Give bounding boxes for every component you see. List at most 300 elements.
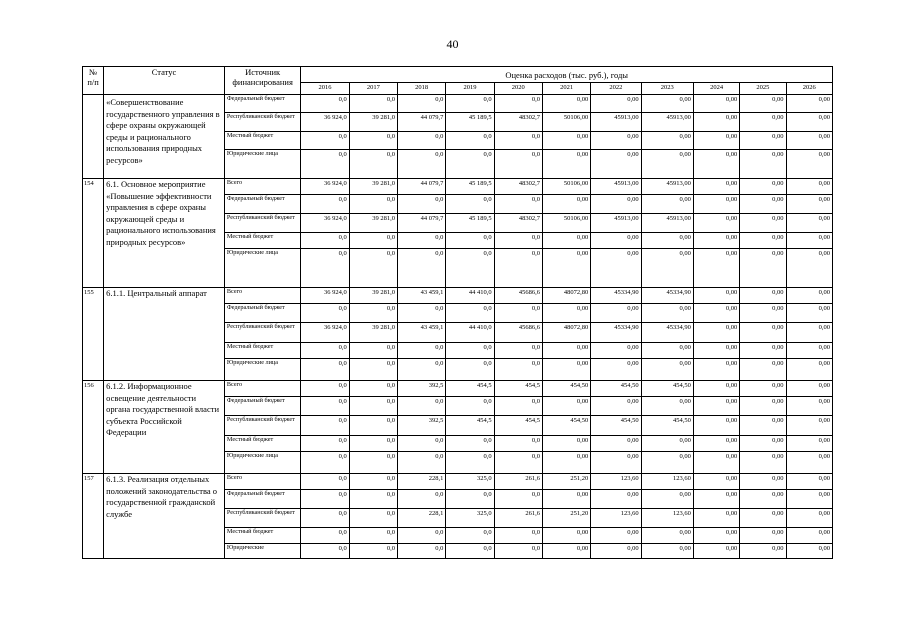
value-cell: 0,0 xyxy=(494,359,542,381)
value-cell: 0,00 xyxy=(591,249,641,288)
value-cell: 0,0 xyxy=(494,195,542,214)
value-cell: 0,00 xyxy=(693,249,739,288)
value-cell: 0,0 xyxy=(494,132,542,150)
value-cell: 0,0 xyxy=(349,381,397,397)
value-cell: 0,0 xyxy=(349,249,397,288)
value-cell: 0,0 xyxy=(301,249,349,288)
value-cell: 0,0 xyxy=(301,436,349,452)
value-cell: 0,00 xyxy=(786,509,832,528)
value-cell: 454,50 xyxy=(641,416,693,436)
value-cell: 0,00 xyxy=(693,113,739,132)
value-cell: 261,6 xyxy=(494,474,542,490)
value-cell: 0,00 xyxy=(740,113,786,132)
value-cell: 0,0 xyxy=(301,416,349,436)
value-cell: 0,0 xyxy=(398,95,446,113)
value-cell: 0,00 xyxy=(641,95,693,113)
value-cell: 0,00 xyxy=(740,195,786,214)
value-cell: 0,0 xyxy=(349,359,397,381)
value-cell: 0,0 xyxy=(301,150,349,179)
value-cell: 0,0 xyxy=(494,528,542,544)
value-cell: 45913,00 xyxy=(591,113,641,132)
value-cell: 261,6 xyxy=(494,509,542,528)
value-cell: 45913,00 xyxy=(591,179,641,195)
value-cell: 0,00 xyxy=(542,150,590,179)
value-cell: 0,00 xyxy=(542,452,590,474)
value-cell: 0,00 xyxy=(740,150,786,179)
value-cell: 0,00 xyxy=(693,132,739,150)
value-cell: 0,00 xyxy=(693,509,739,528)
value-cell: 48072,80 xyxy=(542,288,590,304)
value-cell: 0,0 xyxy=(349,150,397,179)
value-cell: 123,60 xyxy=(591,474,641,490)
funding-source: Республиканский бюджет xyxy=(224,416,300,436)
value-cell: 0,0 xyxy=(349,490,397,509)
table-row xyxy=(83,474,833,490)
value-cell: 0,00 xyxy=(542,249,590,288)
page-number: 40 xyxy=(446,37,459,51)
value-cell: 0,00 xyxy=(591,233,641,249)
value-cell: 454,5 xyxy=(494,416,542,436)
value-cell: 454,5 xyxy=(446,381,494,397)
value-cell: 0,0 xyxy=(301,528,349,544)
value-cell: 0,00 xyxy=(641,304,693,323)
value-cell: 0,00 xyxy=(591,95,641,113)
value-cell: 0,00 xyxy=(693,233,739,249)
value-cell: 0,0 xyxy=(494,397,542,416)
value-cell: 454,50 xyxy=(542,416,590,436)
value-cell: 45 189,5 xyxy=(446,214,494,233)
funding-source: Юридические лица xyxy=(224,452,300,474)
value-cell: 0,00 xyxy=(591,359,641,381)
value-cell: 0,00 xyxy=(641,544,693,559)
value-cell: 0,0 xyxy=(494,304,542,323)
header-year: 2026 xyxy=(786,83,832,95)
row-number: 156 xyxy=(83,381,104,474)
value-cell: 0,0 xyxy=(446,544,494,559)
value-cell: 0,0 xyxy=(398,452,446,474)
header-year: 2019 xyxy=(446,83,494,95)
value-cell: 325,0 xyxy=(446,509,494,528)
value-cell: 45334,90 xyxy=(591,288,641,304)
value-cell: 0,0 xyxy=(446,95,494,113)
value-cell: 0,00 xyxy=(740,416,786,436)
value-cell: 0,00 xyxy=(740,452,786,474)
value-cell: 0,0 xyxy=(349,132,397,150)
value-cell: 0,00 xyxy=(641,490,693,509)
header-year: 2022 xyxy=(591,83,641,95)
value-cell: 0,00 xyxy=(740,436,786,452)
value-cell: 45334,90 xyxy=(591,323,641,343)
value-cell: 392,5 xyxy=(398,416,446,436)
value-cell: 0,0 xyxy=(446,249,494,288)
value-cell: 0,00 xyxy=(740,288,786,304)
value-cell: 0,0 xyxy=(398,195,446,214)
value-cell: 0,00 xyxy=(786,179,832,195)
value-cell: 0,0 xyxy=(494,233,542,249)
value-cell: 0,0 xyxy=(494,150,542,179)
value-cell: 0,0 xyxy=(494,452,542,474)
value-cell: 0,00 xyxy=(786,195,832,214)
value-cell: 0,00 xyxy=(641,233,693,249)
value-cell: 50106,00 xyxy=(542,179,590,195)
value-cell: 0,00 xyxy=(786,113,832,132)
value-cell: 0,00 xyxy=(786,132,832,150)
funding-source: Республиканский бюджет xyxy=(224,214,300,233)
value-cell: 0,00 xyxy=(786,452,832,474)
value-cell: 0,0 xyxy=(301,195,349,214)
value-cell: 0,0 xyxy=(301,304,349,323)
value-cell: 0,00 xyxy=(641,150,693,179)
value-cell: 45686,6 xyxy=(494,323,542,343)
budget-table xyxy=(82,66,833,559)
value-cell: 45 189,5 xyxy=(446,179,494,195)
value-cell: 0,0 xyxy=(349,544,397,559)
value-cell: 454,5 xyxy=(446,416,494,436)
value-cell: 0,00 xyxy=(641,249,693,288)
value-cell: 0,00 xyxy=(693,95,739,113)
value-cell: 0,00 xyxy=(693,381,739,397)
value-cell: 0,00 xyxy=(591,436,641,452)
funding-source: Республиканский бюджет xyxy=(224,509,300,528)
value-cell: 36 924,0 xyxy=(301,214,349,233)
value-cell: 44 079,7 xyxy=(398,113,446,132)
value-cell: 0,0 xyxy=(301,452,349,474)
value-cell: 0,0 xyxy=(398,150,446,179)
value-cell: 228,1 xyxy=(398,509,446,528)
value-cell: 0,00 xyxy=(591,195,641,214)
value-cell: 0,0 xyxy=(398,304,446,323)
value-cell: 0,0 xyxy=(494,436,542,452)
value-cell: 0,0 xyxy=(446,436,494,452)
value-cell: 0,00 xyxy=(693,490,739,509)
value-cell: 0,00 xyxy=(693,528,739,544)
status-cell: «Совершенствование государственного управления в сфере охраны окружающей среды и рационального использования природных ресурсов» xyxy=(104,95,225,179)
header-year: 2021 xyxy=(542,83,590,95)
value-cell: 0,00 xyxy=(786,397,832,416)
value-cell: 39 281,0 xyxy=(349,288,397,304)
value-cell: 454,50 xyxy=(591,416,641,436)
value-cell: 0,0 xyxy=(446,304,494,323)
value-cell: 0,00 xyxy=(740,214,786,233)
value-cell: 0,00 xyxy=(786,150,832,179)
value-cell: 454,50 xyxy=(542,381,590,397)
value-cell: 0,00 xyxy=(786,474,832,490)
funding-source: Всего xyxy=(224,474,300,490)
value-cell: 0,00 xyxy=(786,323,832,343)
value-cell: 0,00 xyxy=(786,490,832,509)
funding-source: Всего xyxy=(224,381,300,397)
value-cell: 251,20 xyxy=(542,474,590,490)
value-cell: 0,0 xyxy=(301,397,349,416)
value-cell: 0,0 xyxy=(446,528,494,544)
header-source: Источник финансирования xyxy=(224,67,300,95)
value-cell: 0,0 xyxy=(494,95,542,113)
funding-source: Федеральный бюджет xyxy=(224,195,300,214)
value-cell: 0,00 xyxy=(641,436,693,452)
value-cell: 0,0 xyxy=(349,233,397,249)
value-cell: 0,00 xyxy=(740,249,786,288)
value-cell: 0,0 xyxy=(398,359,446,381)
value-cell: 0,0 xyxy=(301,95,349,113)
funding-source: Юридические лица xyxy=(224,249,300,288)
value-cell: 0,00 xyxy=(740,490,786,509)
value-cell: 43 459,1 xyxy=(398,288,446,304)
value-cell: 45913,00 xyxy=(591,214,641,233)
value-cell: 0,00 xyxy=(786,528,832,544)
value-cell: 325,0 xyxy=(446,474,494,490)
value-cell: 0,0 xyxy=(349,416,397,436)
value-cell: 39 281,0 xyxy=(349,179,397,195)
value-cell: 0,0 xyxy=(494,249,542,288)
value-cell: 0,00 xyxy=(740,397,786,416)
value-cell: 0,0 xyxy=(398,490,446,509)
value-cell: 0,00 xyxy=(786,249,832,288)
value-cell: 0,00 xyxy=(641,397,693,416)
status-cell: 6.1.2. Информационное освещение деятельности органа государственной власти субъекта Российской Федерации xyxy=(104,381,225,474)
value-cell: 48302,7 xyxy=(494,113,542,132)
value-cell: 0,00 xyxy=(786,214,832,233)
row-number: 157 xyxy=(83,474,104,559)
header-year: 2020 xyxy=(494,83,542,95)
funding-source: Юридические лица xyxy=(224,150,300,179)
value-cell: 0,0 xyxy=(446,233,494,249)
value-cell: 45913,00 xyxy=(641,179,693,195)
value-cell: 0,00 xyxy=(740,528,786,544)
header-year: 2016 xyxy=(301,83,349,95)
value-cell: 0,00 xyxy=(786,436,832,452)
value-cell: 0,00 xyxy=(740,381,786,397)
value-cell: 0,00 xyxy=(542,397,590,416)
value-cell: 0,0 xyxy=(301,233,349,249)
value-cell: 0,00 xyxy=(641,452,693,474)
value-cell: 0,00 xyxy=(542,343,590,359)
value-cell: 0,0 xyxy=(349,95,397,113)
value-cell: 0,00 xyxy=(641,359,693,381)
funding-source: Местный бюджет xyxy=(224,436,300,452)
row-number: 154 xyxy=(83,179,104,288)
table-row xyxy=(83,381,833,397)
funding-source: Федеральный бюджет xyxy=(224,397,300,416)
value-cell: 0,00 xyxy=(786,288,832,304)
header-year: 2023 xyxy=(641,83,693,95)
value-cell: 0,0 xyxy=(398,132,446,150)
value-cell: 0,0 xyxy=(398,233,446,249)
value-cell: 43 459,1 xyxy=(398,323,446,343)
funding-source: Всего xyxy=(224,179,300,195)
value-cell: 123,60 xyxy=(641,509,693,528)
value-cell: 0,0 xyxy=(446,150,494,179)
value-cell: 0,00 xyxy=(693,416,739,436)
value-cell: 44 410,0 xyxy=(446,288,494,304)
value-cell: 0,00 xyxy=(786,416,832,436)
value-cell: 48302,7 xyxy=(494,214,542,233)
funding-source: Всего xyxy=(224,288,300,304)
value-cell: 0,0 xyxy=(301,359,349,381)
value-cell: 0,0 xyxy=(349,397,397,416)
value-cell: 39 281,0 xyxy=(349,214,397,233)
value-cell: 0,0 xyxy=(301,343,349,359)
value-cell: 0,00 xyxy=(591,490,641,509)
header-num: № п/п xyxy=(83,67,104,95)
value-cell: 39 281,0 xyxy=(349,323,397,343)
value-cell: 0,0 xyxy=(446,195,494,214)
value-cell: 0,0 xyxy=(301,544,349,559)
value-cell: 0,00 xyxy=(693,397,739,416)
value-cell: 0,00 xyxy=(740,304,786,323)
value-cell: 454,5 xyxy=(494,381,542,397)
value-cell: 45686,6 xyxy=(494,288,542,304)
value-cell: 0,0 xyxy=(398,544,446,559)
value-cell: 0,0 xyxy=(494,490,542,509)
value-cell: 0,00 xyxy=(591,150,641,179)
value-cell: 0,0 xyxy=(301,474,349,490)
value-cell: 0,0 xyxy=(446,452,494,474)
value-cell: 0,00 xyxy=(591,452,641,474)
status-cell: 6.1.1. Центральный аппарат xyxy=(104,288,225,381)
value-cell: 0,0 xyxy=(446,359,494,381)
status-cell: 6.1.3. Реализация отдельных положений законодательства о государственной гражданской службе xyxy=(104,474,225,559)
value-cell: 0,00 xyxy=(693,304,739,323)
value-cell: 454,50 xyxy=(591,381,641,397)
value-cell: 0,00 xyxy=(693,343,739,359)
value-cell: 0,00 xyxy=(591,544,641,559)
value-cell: 45334,90 xyxy=(641,323,693,343)
value-cell: 0,0 xyxy=(349,452,397,474)
value-cell: 48072,80 xyxy=(542,323,590,343)
value-cell: 50106,00 xyxy=(542,113,590,132)
value-cell: 0,0 xyxy=(446,343,494,359)
value-cell: 0,00 xyxy=(740,343,786,359)
value-cell: 0,00 xyxy=(591,397,641,416)
value-cell: 0,00 xyxy=(542,233,590,249)
funding-source: Местный бюджет xyxy=(224,132,300,150)
value-cell: 228,1 xyxy=(398,474,446,490)
value-cell: 0,00 xyxy=(740,95,786,113)
value-cell: 36 924,0 xyxy=(301,113,349,132)
value-cell: 0,00 xyxy=(740,233,786,249)
row-number xyxy=(83,95,104,179)
value-cell: 39 281,0 xyxy=(349,113,397,132)
value-cell: 0,00 xyxy=(542,304,590,323)
value-cell: 251,20 xyxy=(542,509,590,528)
value-cell: 0,0 xyxy=(349,195,397,214)
value-cell: 0,00 xyxy=(693,323,739,343)
value-cell: 0,00 xyxy=(641,195,693,214)
value-cell: 36 924,0 xyxy=(301,179,349,195)
value-cell: 0,00 xyxy=(693,214,739,233)
value-cell: 0,00 xyxy=(542,490,590,509)
funding-source: Федеральный бюджет xyxy=(224,490,300,509)
value-cell: 0,00 xyxy=(542,95,590,113)
value-cell: 0,00 xyxy=(693,150,739,179)
value-cell: 50106,00 xyxy=(542,214,590,233)
value-cell: 0,00 xyxy=(786,304,832,323)
value-cell: 0,00 xyxy=(542,528,590,544)
value-cell: 0,0 xyxy=(301,509,349,528)
value-cell: 123,60 xyxy=(641,474,693,490)
value-cell: 0,00 xyxy=(740,359,786,381)
value-cell: 0,0 xyxy=(349,304,397,323)
funding-source: Республиканский бюджет xyxy=(224,113,300,132)
value-cell: 0,00 xyxy=(693,179,739,195)
value-cell: 0,00 xyxy=(542,132,590,150)
value-cell: 0,0 xyxy=(398,249,446,288)
value-cell: 36 924,0 xyxy=(301,323,349,343)
value-cell: 44 410,0 xyxy=(446,323,494,343)
value-cell: 0,00 xyxy=(740,323,786,343)
value-cell: 0,00 xyxy=(542,359,590,381)
value-cell: 0,00 xyxy=(740,544,786,559)
value-cell: 0,00 xyxy=(641,343,693,359)
funding-source: Федеральный бюджет xyxy=(224,304,300,323)
funding-source: Юридические лица xyxy=(224,359,300,381)
header-year: 2024 xyxy=(693,83,739,95)
status-cell: 6.1. Основное мероприятие «Повышение эффективности управления в сфере охраны окружающей среды и рационального использования природных ресурсов» xyxy=(104,179,225,288)
value-cell: 454,50 xyxy=(641,381,693,397)
value-cell: 0,00 xyxy=(740,179,786,195)
value-cell: 0,00 xyxy=(542,436,590,452)
value-cell: 45913,00 xyxy=(641,113,693,132)
value-cell: 0,00 xyxy=(591,304,641,323)
value-cell: 0,00 xyxy=(693,288,739,304)
value-cell: 0,0 xyxy=(349,474,397,490)
value-cell: 0,00 xyxy=(693,544,739,559)
header-estimate: Оценка расходов (тыс. руб.), годы xyxy=(301,67,833,83)
header-year: 2018 xyxy=(398,83,446,95)
funding-source: Республиканский бюджет xyxy=(224,323,300,343)
value-cell: 0,00 xyxy=(786,381,832,397)
value-cell: 0,00 xyxy=(542,544,590,559)
value-cell: 0,00 xyxy=(693,195,739,214)
value-cell: 0,00 xyxy=(693,359,739,381)
value-cell: 123,60 xyxy=(591,509,641,528)
value-cell: 0,0 xyxy=(398,436,446,452)
header-status: Статус xyxy=(104,67,225,95)
value-cell: 0,00 xyxy=(591,528,641,544)
value-cell: 0,00 xyxy=(786,233,832,249)
value-cell: 0,00 xyxy=(740,474,786,490)
table-row xyxy=(83,288,833,304)
value-cell: 0,0 xyxy=(301,490,349,509)
header-year: 2025 xyxy=(740,83,786,95)
header-year: 2017 xyxy=(349,83,397,95)
value-cell: 36 924,0 xyxy=(301,288,349,304)
funding-source: Местный бюджет xyxy=(224,343,300,359)
value-cell: 44 079,7 xyxy=(398,179,446,195)
row-number: 155 xyxy=(83,288,104,381)
funding-source: Федеральный бюджет xyxy=(224,95,300,113)
value-cell: 45334,90 xyxy=(641,288,693,304)
value-cell: 0,0 xyxy=(349,528,397,544)
value-cell: 0,00 xyxy=(693,436,739,452)
value-cell: 0,0 xyxy=(398,528,446,544)
value-cell: 45 189,5 xyxy=(446,113,494,132)
value-cell: 0,0 xyxy=(301,381,349,397)
value-cell: 0,00 xyxy=(740,509,786,528)
value-cell: 0,0 xyxy=(349,509,397,528)
value-cell: 0,00 xyxy=(641,132,693,150)
funding-source: Юридические xyxy=(224,544,300,559)
value-cell: 0,00 xyxy=(641,528,693,544)
value-cell: 0,0 xyxy=(446,397,494,416)
funding-source: Местный бюджет xyxy=(224,528,300,544)
value-cell: 0,00 xyxy=(786,544,832,559)
value-cell: 0,0 xyxy=(398,343,446,359)
value-cell: 0,0 xyxy=(349,436,397,452)
value-cell: 44 079,7 xyxy=(398,214,446,233)
value-cell: 0,0 xyxy=(349,343,397,359)
value-cell: 0,00 xyxy=(591,343,641,359)
